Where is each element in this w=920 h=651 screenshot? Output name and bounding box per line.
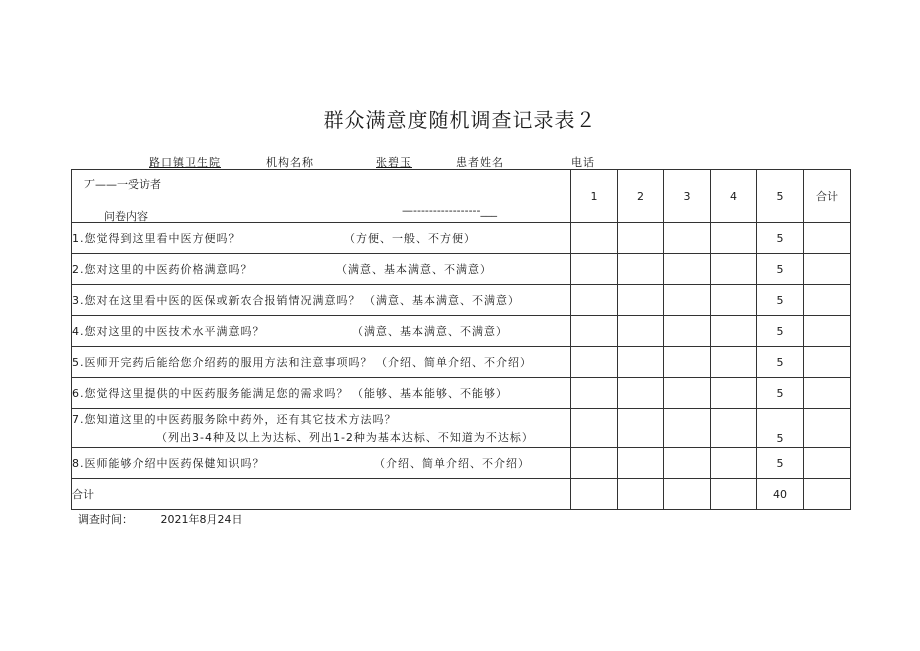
question-cell: [72, 378, 571, 409]
total-label: 合计: [72, 479, 571, 510]
question-text: 4.您对这里的中医技术水平满意吗？: [72, 325, 265, 338]
question-options: （满意、基本满意、不满意）: [364, 294, 520, 307]
score-cell: 5: [757, 347, 804, 378]
survey-date-line: [78, 511, 243, 527]
survey-date-label: 调查时间：: [78, 513, 133, 526]
column-header-1: 1: [571, 170, 618, 223]
table-row: [72, 254, 851, 285]
table-row: [72, 223, 851, 254]
score-cell: 5: [757, 409, 804, 448]
question-cell: [72, 316, 571, 347]
question-cell: [72, 285, 571, 316]
question-options: （满意、基本满意、不满意）: [336, 263, 492, 276]
score-cell: 5: [757, 223, 804, 254]
table-row: [72, 316, 851, 347]
question-text: 1.您觉得到这里看中医方便吗？: [72, 232, 241, 245]
question-text: 8.医师能够介绍中医药保健知识吗？: [72, 457, 265, 470]
patient-name-value: 张碧玉: [376, 156, 412, 169]
header-diagonal-cell: [72, 170, 571, 223]
question-text: 7.您知道这里的中医药服务除中药外，还有其它技术方法吗？: [72, 413, 397, 426]
table-header-row: [72, 170, 851, 223]
total-score-cell: 40: [757, 479, 804, 510]
total-row: [72, 479, 851, 510]
header-content-label: 问卷内容: [104, 210, 148, 223]
question-text: 2.您对这里的中医药价格满意吗？: [72, 263, 253, 276]
question-options: （满意、基本满意、不满意）: [352, 325, 508, 338]
question-options: （能够、基本能够、不能够）: [352, 387, 508, 400]
question-cell: [72, 254, 571, 285]
patient-name-label: 患者姓名: [456, 156, 504, 169]
column-header-4: 4: [711, 170, 757, 223]
institution-label: 机构名称: [266, 156, 314, 169]
score-cell: 5: [757, 448, 804, 479]
question-text: 6.您觉得这里提供的中医药服务能满足您的需求吗？: [72, 387, 349, 400]
table-row: [72, 409, 851, 448]
column-header-total: 合计: [804, 170, 851, 223]
column-header-3: 3: [664, 170, 711, 223]
question-options: （介绍、简单介绍、不介绍）: [376, 356, 532, 369]
question-options: （介绍、简单介绍、不介绍）: [374, 457, 530, 470]
question-cell: [72, 223, 571, 254]
page-title: 群众满意度随机调查记录表２: [323, 108, 597, 132]
table-row: [72, 347, 851, 378]
institution-value: 路口镇卫生院: [149, 156, 221, 169]
column-header-2: 2: [618, 170, 664, 223]
question-text: 3.您对在这里看中医的医保或新农合报销情况满意吗？: [72, 294, 361, 307]
score-cell: 5: [757, 378, 804, 409]
score-cell: 5: [757, 316, 804, 347]
phone-label: 电话: [571, 156, 595, 169]
header-visitor-label: 丆——一受访者: [84, 178, 161, 191]
question-text: 5.医师开完药后能给您介绍药的服用方法和注意事项吗？: [72, 356, 373, 369]
score-cell: 5: [757, 254, 804, 285]
table-row: [72, 448, 851, 479]
column-header-5: 5: [757, 170, 804, 223]
question-options: （方便、一般、不方便）: [344, 232, 476, 245]
table-row: [72, 285, 851, 316]
table-row: [72, 378, 851, 409]
survey-date-value: 2021年8月24日: [160, 513, 243, 526]
score-cell: 5: [757, 285, 804, 316]
question-cell: [72, 347, 571, 378]
header-divider: —-----------------___: [402, 204, 497, 217]
survey-table: [71, 169, 851, 510]
question-options: （列出3-4种及以上为达标、列出1-2种为基本达标、不知道为不达标）: [156, 431, 534, 444]
question-cell: [72, 409, 571, 448]
question-cell: [72, 448, 571, 479]
